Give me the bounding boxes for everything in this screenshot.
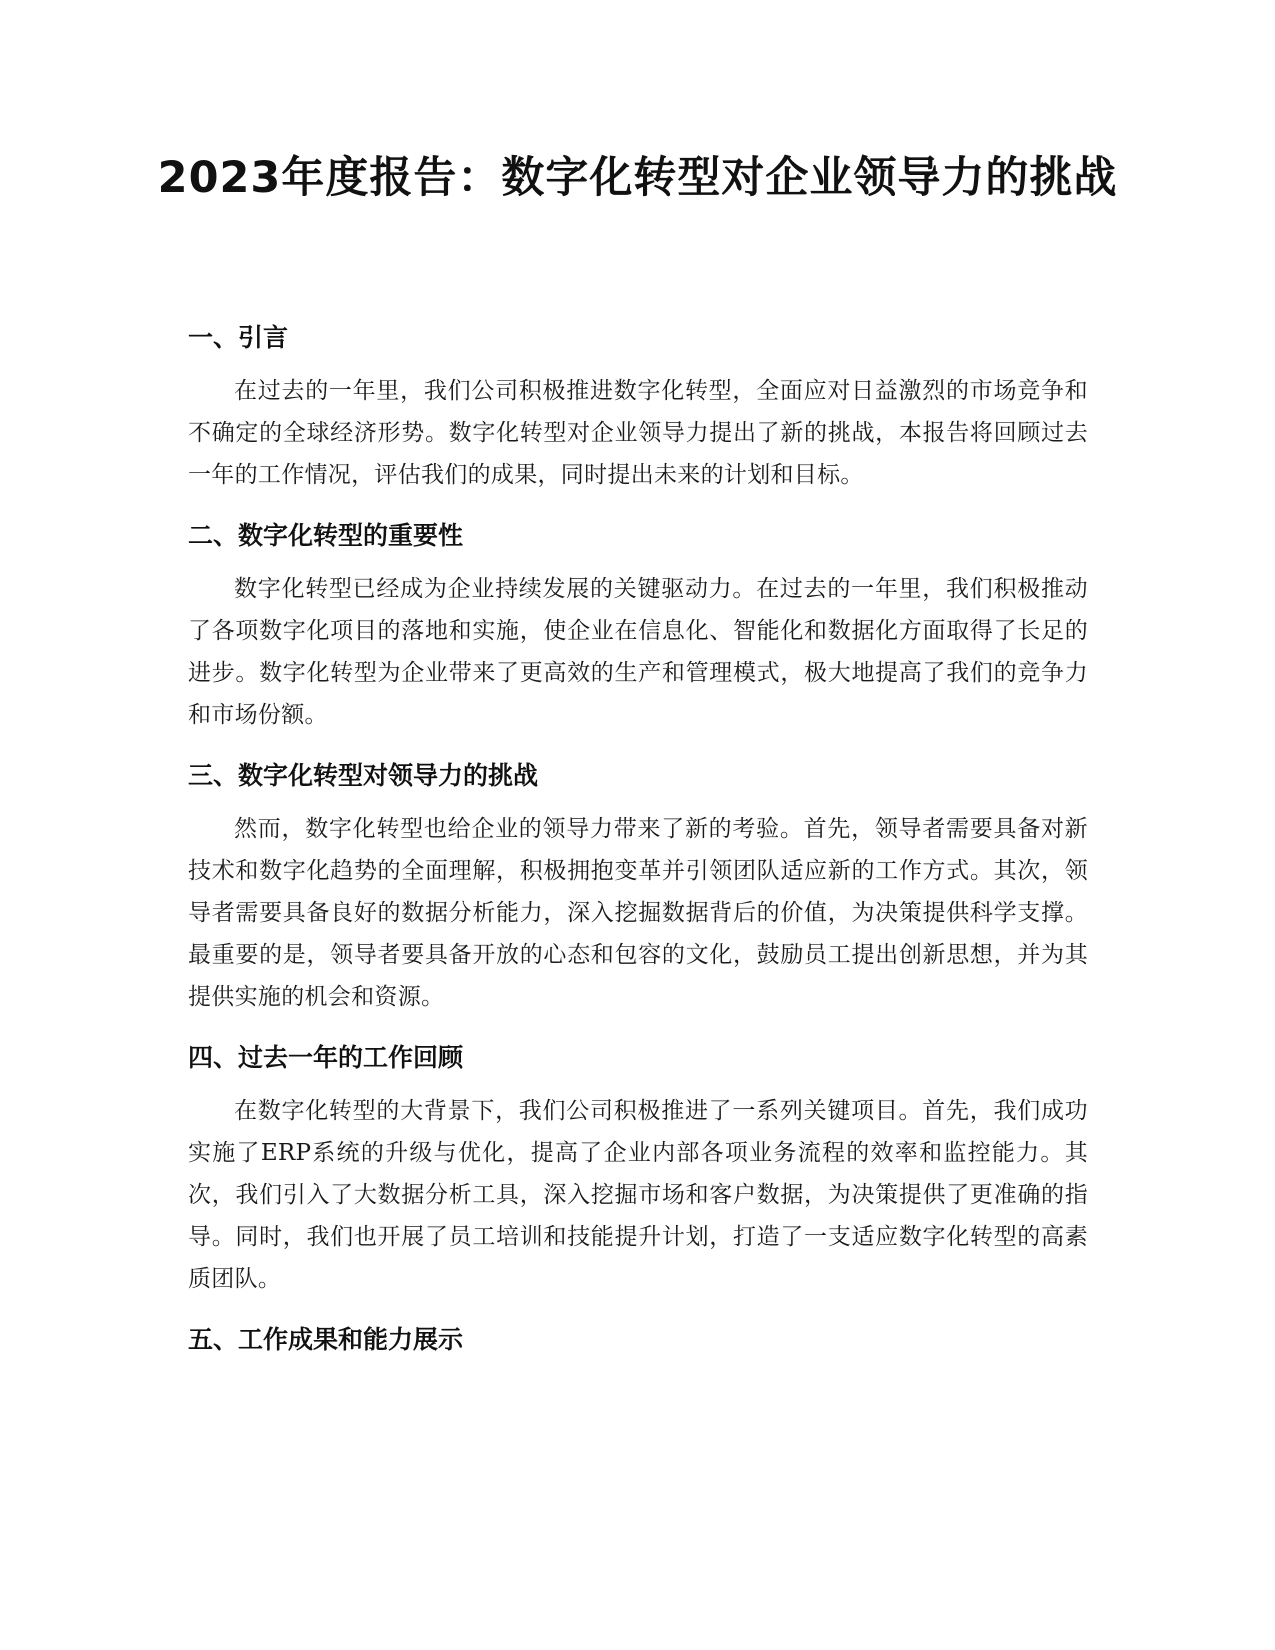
section-paragraph: 在数字化转型的大背景下，我们公司积极推进了一系列关键项目。首先，我们成功实施了ERP系统的升级与优化，提高了企业内部各项业务流程的效率和监控能力。其次，我们引入了大数据分析工具，深入挖掘市场和客户数据，为决策提供了更准确的指导。同时，我们也开展了员工培训和技能提升计划，打造了一支适应数字化转型的高素质团队。 — [188, 1098, 1088, 1292]
section-heading: 四、过去一年的工作回顾 — [188, 1043, 464, 1072]
document-title: 2023年度报告：数字化转型对企业领导力的挑战 — [157, 153, 1118, 203]
section-paragraph: 数字化转型已经成为企业持续发展的关键驱动力。在过去的一年里，我们积极推动了各项数字化项目的落地和实施，使企业在信息化、智能化和数据化方面取得了长足的进步。数字化转型为企业带来了更高效的生产和管理模式，极大地提高了我们的竞争力和市场份额。 — [188, 576, 1088, 728]
section-importance — [188, 518, 1088, 736]
section-year-review — [188, 1040, 1088, 1300]
section-paragraph: 在过去的一年里，我们公司积极推进数字化转型，全面应对日益激烈的市场竞争和不确定的全球经济形势。数字化转型对企业领导力提出了新的挑战，本报告将回顾过去一年的工作情况，评估我们的成果，同时提出未来的计划和目标。 — [188, 378, 1088, 488]
section-heading: 三、数字化转型对领导力的挑战 — [188, 761, 539, 790]
section-heading: 二、数字化转型的重要性 — [188, 521, 464, 550]
section-paragraph: 然而，数字化转型也给企业的领导力带来了新的考验。首先，领导者需要具备对新技术和数字化趋势的全面理解，积极拥抱变革并引领团队适应新的工作方式。其次，领导者需要具备良好的数据分析能力，深入挖掘数据背后的价值，为决策提供科学支撑。最重要的是，领导者要具备开放的心态和包容的文化，鼓励员工提出创新思想，并为其提供实施的机会和资源。 — [188, 816, 1088, 1010]
section-introduction — [188, 320, 1088, 496]
document-body — [188, 320, 1088, 1358]
section-heading: 五、工作成果和能力展示 — [188, 1325, 464, 1354]
section-leadership-challenges — [188, 758, 1088, 1018]
section-heading: 一、引言 — [188, 323, 289, 352]
section-achievements — [188, 1322, 1088, 1358]
